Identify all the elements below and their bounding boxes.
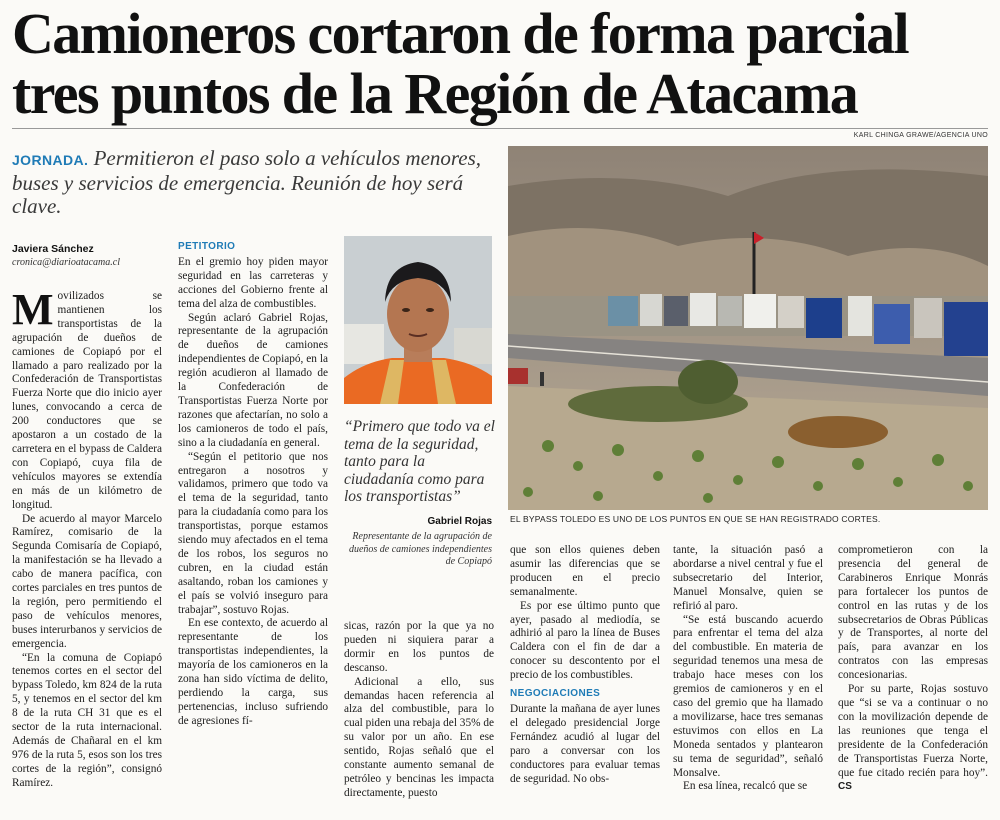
portrait-illustration <box>344 236 492 404</box>
article-column-2 <box>178 240 328 729</box>
col5-paragraph-2: “Se está buscando acuerdo para enfrentar el tema del alza del combustible. En materia de seguridad tenemos una mesa de trabajo hace meses con los gremios de camioneros y en el caso del gremio que ha llamado a movilizarse, hace tres semanas estuvimos con ellos en La Moneda sentados y plantearon su tema de seguridad”, señaló Monsalve. <box>673 613 823 779</box>
col3-paragraph-2: Adicional a ello, sus demandas hacen referencia al alza del combustible, para lo cual piden una rebaja del 35% de su valor por un año. En ese sentido, Rojas señaló que el constante aumento semanal de petróleo y bencinas les impacta directamente, puesto <box>344 675 494 799</box>
col2-paragraph-2: Según aclaró Gabriel Rojas, representante de la agrupación de dueños de camiones independientes de Copiapó, en la región acudieron al llamado de la Confederación de Transportistas Fuerza Norte por razones que afectarían, no solo a los camioneros de todo el país, sino a la ciudadanía en general. <box>178 311 328 449</box>
article-column-1 <box>12 285 162 791</box>
col1-paragraph-1 <box>12 285 162 513</box>
lead-text: Permitieron el paso solo a vehículos menores, buses y servicios de emergencia. Reunión de hoy será clave. <box>12 146 482 218</box>
col4-paragraph-1: que son ellos quienes deben asumir las diferencias que se producen en el precio semanalmente. <box>510 544 660 598</box>
pull-quote: “Primero que todo va el tema de la seguridad, tanto para la ciudadanía como para los transportistas” <box>344 418 495 505</box>
headline <box>12 1 992 126</box>
headline-line-1: Camioneros cortaron de forma parcial <box>12 1 909 66</box>
col5-paragraph-1: tante, la situación pasó a abordarse a nivel central y fue el subsecretario del Interior, Manuel Monsalve, quien se refirió al paro. <box>673 544 823 612</box>
col2-paragraph-4: En ese contexto, de acuerdo al representante de los transportistas independientes, la mayoría de los camioneros en la zona han sido víctima de delito, perdiendo la carga, sus pertenencias, incluso sufriendo de agresiones fí- <box>178 617 328 727</box>
photo-credit: KARL CHINGA GRAWE/AGENCIA UNO <box>853 132 988 139</box>
col4-paragraph-3: Durante la mañana de ayer lunes el delegado presidencial Jorge Fernández acudió al lugar del paro a conversar con los conductores para evaluar temas de seguridad. No obs- <box>510 702 660 785</box>
main-photo <box>508 146 988 510</box>
end-mark: CS <box>838 781 852 793</box>
pull-quote-role: Representante de la agrupación de dueños de camiones independientes de Copiapó <box>348 531 492 567</box>
col2-paragraph-1: En el gremio hoy piden mayor seguridad en las carreteras y acciones del Gobierno frente al tema del alza de combustibles. <box>178 255 328 310</box>
headline-line-2: tres puntos de la Región de Atacama <box>12 61 858 126</box>
col5-paragraph-3: En esa línea, recalcó que se <box>683 780 808 793</box>
pull-quote-name: Gabriel Rojas <box>427 516 492 527</box>
article-column-4 <box>510 544 660 786</box>
col4-paragraph-2: Es por ese último punto que ayer, pasado al mediodía, se adhirió al paro la línea de Buses Caldera con el fin de dar a conocer su descontento por el precio de los combustibles. <box>510 599 660 682</box>
col1-paragraph-2: De acuerdo al mayor Marcelo Ramírez, comisario de la Segunda Comisaría de Copiapó, la manifestación se ha llevado a cabo de manera pacífica, con cortes parciales en tres puntos de la región, pero permitiendo el paso de vehículos menores, buses interurbanos y servicios de emergencia. <box>12 512 162 650</box>
highway-illustration <box>508 146 988 510</box>
lead-paragraph <box>12 147 498 218</box>
drop-cap: M <box>12 285 54 334</box>
article-column-5 <box>673 544 823 794</box>
byline-author: Javiera Sánchez <box>12 243 94 255</box>
article-column-3 <box>344 620 494 801</box>
subhead-negociaciones: NEGOCIACIONES <box>510 688 601 700</box>
col6-p2-text: Por su parte, Rojas sostuvo que “si se va a continuar o no con la movilización depende de las reuniones que tenga el presidente de la Confederación de Transportistas Fuerza Norte, que fue citado recién para hoy”. <box>838 683 988 779</box>
col6-paragraph-1: comprometieron con la presencia del general de Carabineros Enrique Monrás para fortalecer los puntos de control en las rutas y de los subsecretarios de Obras Públicas y de Transportes, al norte del país, para avanzar en los contratos con las empresas concesionarias. <box>838 544 988 682</box>
col1-paragraph-3: “En la comuna de Copiapó tenemos cortes en el sector del bypass Toledo, km 824 de la ruta 5, y tenemos en el sector del km 8 de la ruta CH 31 que es el sector de la ruta internacional. Además de Chañaral en el km 976 de la ruta 5, esos son los tres cortes de la región”, consignó Ramírez. <box>12 651 162 789</box>
byline-email: cronica@diarioatacama.cl <box>12 257 120 268</box>
headline-rule <box>12 128 988 129</box>
col2-paragraph-3: “Según el petitorio que nos entregaron a nosotros y validamos, primero que todo va el tema de la seguridad, tanto para la ciudadanía como para los transportistas, porque estamos siendo muy afectados en el tema de los robos, los seguros no cubren, en la ciudad están asaltando, roban los camiones y el país se volvió inseguro para trabajar”, sostuvo Rojas. <box>178 450 328 616</box>
lead-kicker: JORNADA. <box>12 152 89 168</box>
subhead-petitorio: PETITORIO <box>178 241 236 252</box>
portrait-photo <box>344 236 492 404</box>
col6-paragraph-2 <box>838 683 988 794</box>
col1-p1-text: ovilizados se mantienen los transportistas de la agrupación de dueños de camiones de Copiapó por el llamado a paro realizado por la Confederación de Transportistas Fuerza Norte que dio inicio ayer lunes, convocando a cerca de 200 conductores que se apostaron a un costado de la carretera en el bypass de Caldera con Copiapó, cuya fila de vehículos mayores se extendía en más de un kilómetro de longitud. <box>12 290 162 511</box>
col3-paragraph-1: sicas, razón por la que ya no pueden ni siquiera parar a dormir en los puntos de descanso. <box>344 620 494 674</box>
photo-caption: EL BYPASS TOLEDO ES UNO DE LOS PUNTOS EN QUE SE HAN REGISTRADO CORTES. <box>510 514 881 524</box>
article-column-6 <box>838 544 988 794</box>
